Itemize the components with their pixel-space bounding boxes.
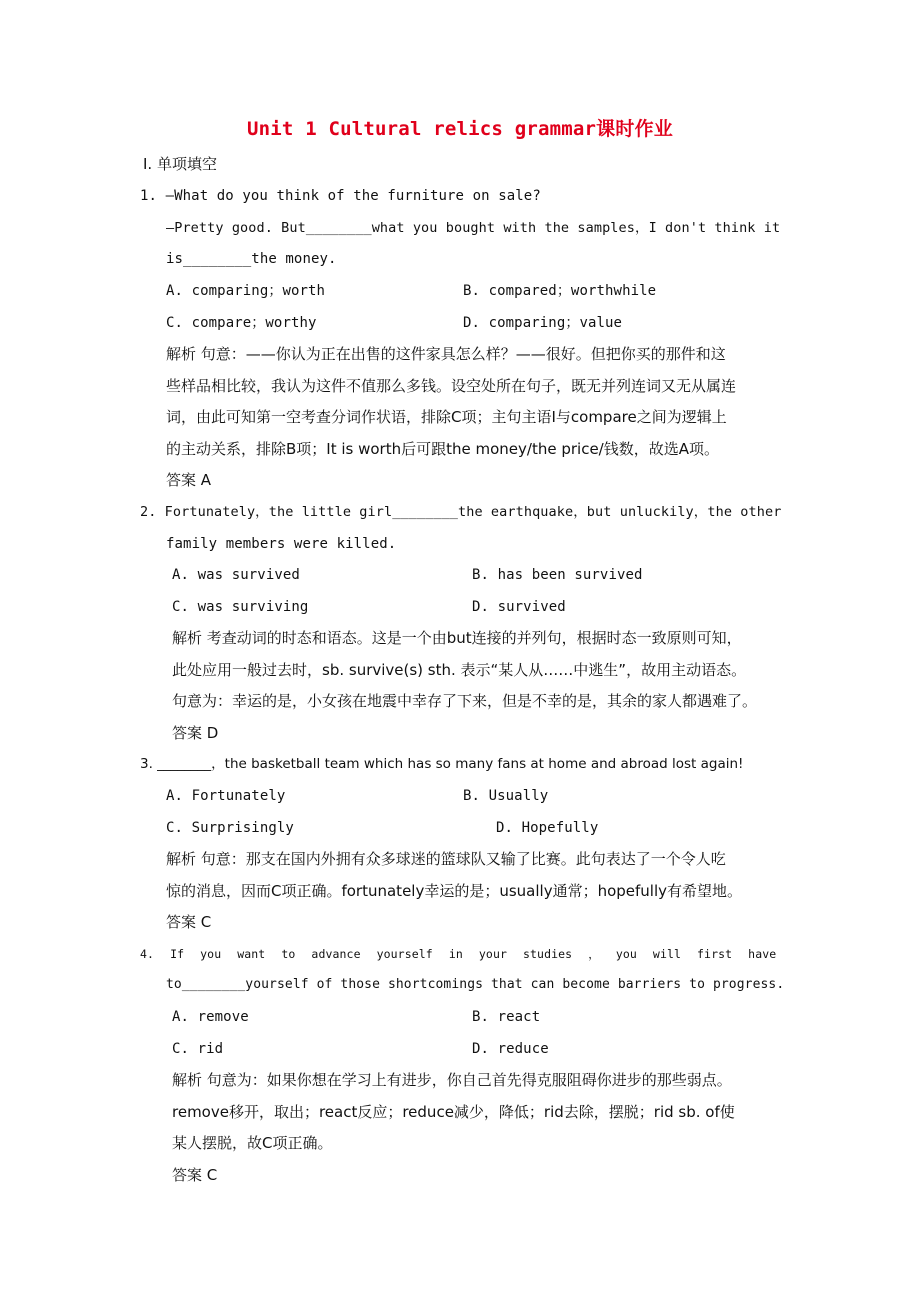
- question-1-analysis-line-2: 些样品相比较，我认为这件不值那么多钱。设空处所在句子，既无并列连词又无从属连: [166, 377, 737, 395]
- question-3-answer: 答案 C: [166, 913, 212, 931]
- question-1-stem-line-1: 1. —What do you think of the furniture on sale?: [140, 188, 541, 204]
- question-1-analysis-line-1: 解析 句意：——你认为正在出售的这件家具怎么样？——很好。但把你买的那件和这: [166, 345, 726, 363]
- question-4-stem-line-2: to________yourself of those shortcomings that can become barriers to progress.: [166, 977, 785, 992]
- question-3-option-d: D. Hopefully: [496, 820, 599, 836]
- question-3-option-c: C. Surprisingly: [166, 820, 294, 836]
- question-4-analysis-line-1: 解析 句意为：如果你想在学习上有进步，你自己首先得克服阻碍你进步的那些弱点。: [172, 1071, 732, 1089]
- question-4-stem-line-1: 4. If you want to advance yourself in your studies ， you will first have: [140, 947, 777, 961]
- question-1-option-d: D. comparing；value: [463, 315, 623, 331]
- question-1-stem-line-2: —Pretty good. But________what you bought with the samples，I don't think it: [166, 220, 781, 236]
- question-4-option-c: C. rid: [172, 1041, 224, 1057]
- section-heading: Ⅰ. 单项填空: [143, 155, 217, 173]
- question-3-stem: 3. ________，the basketball team which has so many fans at home and abroad lost again!: [140, 756, 744, 772]
- question-2-analysis-line-3: 句意为：幸运的是，小女孩在地震中幸存了下来，但是不幸的是，其余的家人都遇难了。: [172, 692, 758, 710]
- question-3-option-a: A. Fortunately: [166, 788, 286, 804]
- question-2-stem-line-2: family members were killed.: [166, 536, 397, 552]
- question-2-option-b: B. has been survived: [472, 567, 643, 583]
- question-4-option-b: B. react: [472, 1009, 541, 1025]
- question-2-answer: 答案 D: [172, 724, 219, 742]
- question-1-option-a: A. comparing；worth: [166, 283, 326, 299]
- question-1-analysis-line-4: 的主动关系，排除B项；It is worth后可跟the money/the price/钱数，故选A项。: [166, 440, 719, 458]
- question-4-analysis-line-2: remove移开，取出；react反应；reduce减少，降低；rid去除，摆脱；rid sb. of使: [172, 1103, 735, 1121]
- question-2-analysis-line-1: 解析 考查动词的时态和语态。这是一个由but连接的并列句，根据时态一致原则可知，: [172, 629, 742, 647]
- question-4-option-d: D. reduce: [472, 1041, 549, 1057]
- question-2-stem-line-1: 2. Fortunately，the little girl________the earthquake，but unluckily，the other: [140, 504, 782, 520]
- question-2-option-d: D. survived: [472, 599, 566, 615]
- document-title: Unit 1 Cultural relics grammar课时作业: [247, 118, 673, 140]
- question-4-analysis-line-3: 某人摆脱，故C项正确。: [172, 1134, 333, 1152]
- question-4-option-a: A. remove: [172, 1009, 249, 1025]
- question-2-option-a: A. was survived: [172, 567, 300, 583]
- question-1-answer: 答案 A: [166, 471, 212, 489]
- question-3-analysis-line-2: 惊的消息，因而C项正确。fortunately幸运的是；usually通常；hopefully有希望地。: [166, 882, 743, 900]
- question-1-analysis-line-3: 词，由此可知第一空考查分词作状语，排除C项；主句主语I与compare之间为逻辑上: [166, 408, 727, 426]
- question-2-option-c: C. was surviving: [172, 599, 309, 615]
- question-3-option-b: B. Usually: [463, 788, 549, 804]
- question-4-answer: 答案 C: [172, 1166, 218, 1184]
- question-1-option-b: B. compared；worthwhile: [463, 283, 657, 299]
- question-1-stem-line-3: is________the money.: [166, 251, 337, 267]
- question-2-analysis-line-2: 此处应用一般过去时，sb. survive(s) sth. 表示“某人从……中逃生”，故用主动语态。: [172, 661, 747, 679]
- question-3-analysis-line-1: 解析 句意：那支在国内外拥有众多球迷的篮球队又输了比赛。此句表达了一个令人吃: [166, 850, 726, 868]
- question-1-option-c: C. compare；worthy: [166, 315, 317, 331]
